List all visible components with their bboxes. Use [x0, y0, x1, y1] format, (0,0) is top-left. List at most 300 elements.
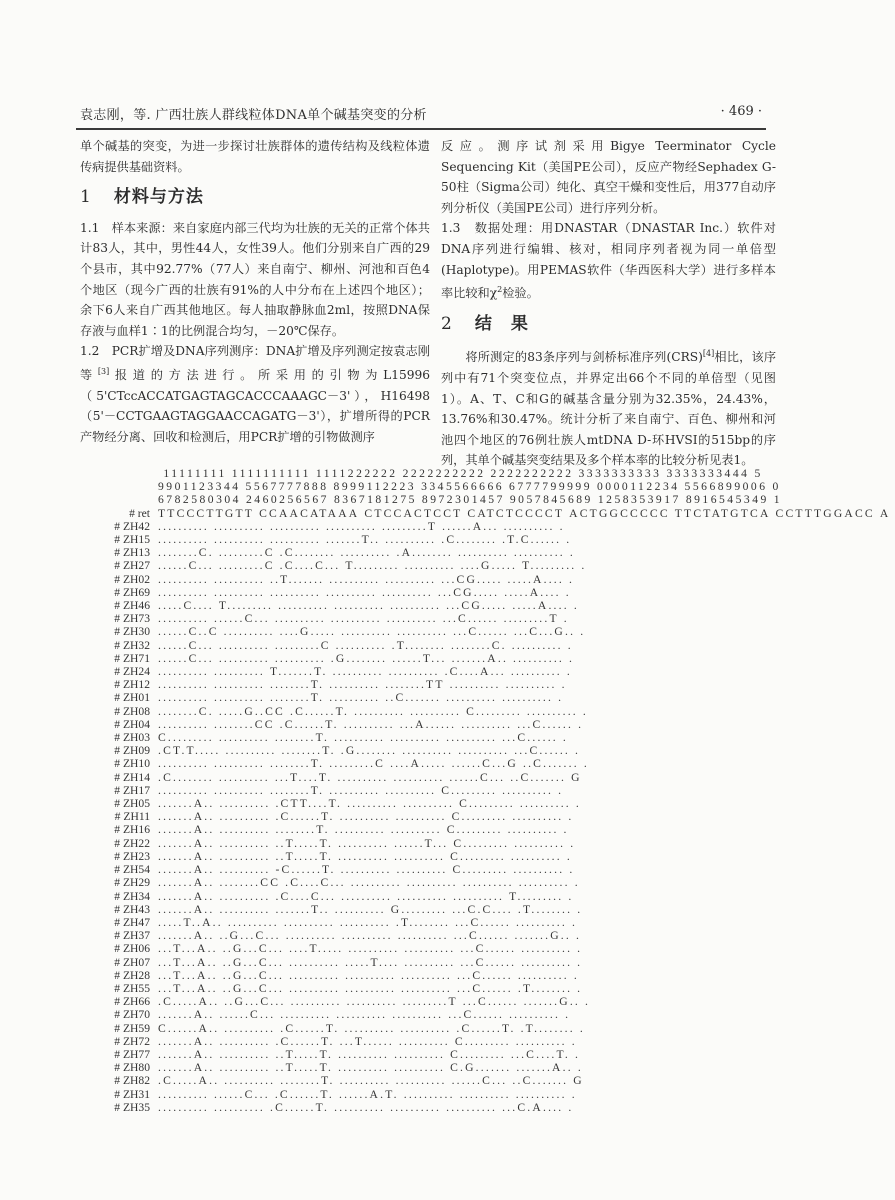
- sequence-block: TTCTATGTCA: [674, 506, 771, 520]
- sequence-block: C.........: [452, 863, 509, 877]
- sequence-block: ..........: [461, 717, 513, 731]
- sequence-block: ......C...: [213, 1087, 270, 1101]
- sequence-row: [88, 784, 895, 797]
- sequence-block: ..........: [406, 876, 458, 890]
- sequence-block: ..........: [392, 1008, 444, 1022]
- sequence-row: [88, 995, 895, 1008]
- sequence-row: [88, 599, 895, 612]
- sequence-block: ...T...A..: [158, 942, 218, 956]
- sequence-block: G: [573, 1074, 584, 1088]
- sequence-block: ........CC: [213, 717, 275, 731]
- sequence-block: ..........: [390, 599, 442, 613]
- sequence-block: .....C....: [158, 599, 214, 613]
- sequence-alignment-figure: [88, 467, 895, 1114]
- sequence-block: .: [558, 691, 564, 705]
- sequence-block: ........TT: [385, 678, 445, 692]
- sequence-block: ..........: [329, 783, 381, 797]
- sequence-block: .........T: [381, 519, 438, 533]
- sequence-block: ..........: [158, 783, 209, 797]
- sequence-row: [88, 837, 895, 850]
- sequence-block: ..........: [397, 889, 449, 903]
- sequence-row: [88, 1101, 895, 1114]
- sequence-block: ..........: [502, 783, 554, 797]
- sequence-row: [88, 757, 895, 770]
- sequence-block: ..........: [347, 797, 399, 811]
- sequence-row: [88, 573, 895, 586]
- sequence-block: ...C.A....: [502, 1100, 564, 1114]
- sequence-block: ..C.......: [510, 770, 567, 784]
- sequence-block: ..........: [513, 651, 565, 665]
- sample-label: # ZH54: [114, 863, 150, 877]
- sequence-block: ..........: [341, 889, 393, 903]
- sequence-block: .........C: [218, 546, 275, 560]
- sequence-block: .: [559, 519, 565, 533]
- sequence-block: ..C.......: [512, 1074, 569, 1088]
- sequence-block: ..........: [158, 572, 209, 586]
- sequence-block: ACTGGCCCCC: [569, 506, 670, 520]
- sample-label: # ZH06: [114, 942, 150, 956]
- sequence-block: ..........: [446, 1100, 498, 1114]
- sequence-block: .T.C......: [502, 533, 562, 547]
- sequence-block: ..........: [158, 691, 209, 705]
- sequence-block: ........T.: [280, 1074, 335, 1088]
- sequence-block: ..........: [458, 744, 510, 758]
- sample-label: # ZH55: [114, 981, 150, 995]
- sequence-block: .C......T.: [274, 1087, 334, 1101]
- sequence-row: [88, 863, 895, 876]
- sequence-block: ..........: [219, 1061, 271, 1075]
- sequence-block: ..........: [269, 585, 321, 599]
- sequence-block: C.........: [453, 836, 510, 850]
- sequence-row: [88, 731, 895, 744]
- sequence-block: .....A....: [512, 599, 569, 613]
- sample-label: # ret: [129, 506, 150, 520]
- position-block: 1258353917: [597, 493, 681, 507]
- chi-square-superscript: 2: [497, 285, 503, 295]
- sequence-block: ..........: [218, 770, 270, 784]
- sequence-block: ..........: [334, 599, 386, 613]
- sequence-block: .......T..: [275, 902, 330, 916]
- sequence-row: [88, 810, 895, 823]
- sequence-block: ..........: [385, 783, 437, 797]
- sample-label: # ZH77: [114, 1047, 150, 1061]
- sequence-block: ..........: [394, 1061, 446, 1075]
- sequence-block: .: [566, 533, 572, 547]
- sequence-block: .......A..: [451, 651, 509, 665]
- row-label: [88, 467, 158, 480]
- sequence-block: ..........: [269, 533, 321, 547]
- sequence-block: ..........: [213, 757, 265, 771]
- sequence-block: ...C......: [455, 915, 511, 929]
- sample-label: # ZH05: [114, 797, 150, 811]
- sequence-block: ..........: [334, 902, 386, 916]
- sequence-block: ..........: [213, 585, 265, 599]
- sequence-block: .......A..: [158, 876, 215, 890]
- sequence-block: ..........: [325, 585, 377, 599]
- sequence-block: .G........: [340, 744, 398, 758]
- sequence-block: .T........: [517, 902, 573, 916]
- sequence-block: ..........: [511, 638, 563, 652]
- sequence-block: ..........: [158, 665, 209, 679]
- sequence-block: ..........: [219, 823, 271, 837]
- sequence-row: [88, 691, 895, 704]
- sequence-block: ..........: [158, 678, 209, 692]
- sequence-block: ..........: [518, 876, 570, 890]
- section-2-heading: [441, 314, 776, 335]
- paragraph-1-3-text-a: 1.3 数据处理：用DNASTAR（DNASTAR Inc.）软件对DNA序列进行编辑、核对，相同序列者视为同一单倍型(Haplotype)。用PEMAS软件（华西医科大学）进行多样本率比较和χ: [441, 221, 776, 301]
- sequence-block: .: [568, 810, 574, 824]
- sequence-block: .......T..: [325, 533, 381, 547]
- sequence-block: .: [570, 836, 576, 850]
- sequence-block: ..........: [325, 519, 377, 533]
- sequence-block: .: [577, 902, 583, 916]
- sequence-block: CCAACATAAA: [259, 506, 360, 520]
- sequence-block: ...T...A..: [158, 981, 218, 995]
- sequence-block: .......A..: [158, 849, 215, 863]
- sequence-block: ..........: [526, 704, 578, 718]
- sequence-block: ..........: [513, 863, 565, 877]
- sequence-block: .: [580, 625, 586, 639]
- sequence-block: ..........: [219, 863, 271, 877]
- sample-label: # ZH70: [114, 1008, 150, 1022]
- position-block: 0000112234: [597, 480, 680, 494]
- sample-label: # ZH07: [114, 955, 150, 969]
- sequence-block: .......A..: [158, 902, 215, 916]
- sequence-block: .......A..: [158, 823, 215, 837]
- sequence-block: .: [566, 849, 572, 863]
- sequence-row: [88, 586, 895, 599]
- position-block: 2460256567: [245, 493, 329, 507]
- sequence-block: ...C......: [448, 1008, 505, 1022]
- sequence-block: ..........: [158, 585, 209, 599]
- position-header-row: [88, 467, 895, 480]
- sequence-row: [88, 639, 895, 652]
- paragraph-1-3: [441, 218, 776, 303]
- sequence-block: CCTTTGGACC: [775, 506, 875, 520]
- results-paragraph: [441, 344, 776, 471]
- sequence-block: .: [577, 942, 583, 956]
- sequence-block: .........C: [218, 559, 275, 573]
- sequence-row: [88, 705, 895, 718]
- sample-label: # ZH29: [114, 876, 150, 890]
- sequence-block: .: [577, 1061, 583, 1075]
- position-block: 5: [754, 467, 763, 480]
- sequence-block: ......C...: [449, 770, 506, 784]
- sequence-block: G: [571, 770, 582, 784]
- sequence-block: .C......T.: [275, 1034, 335, 1048]
- sequence-block: ..........: [513, 546, 565, 560]
- sequence-block: .......A..: [158, 1047, 215, 1061]
- sequence-block: ..G...C...: [222, 942, 285, 956]
- sequence-block: ..T.....T.: [275, 836, 334, 850]
- sequence-block: ..........: [345, 981, 397, 995]
- sequence-block: ..........: [401, 981, 453, 995]
- sequence-block: ..........: [346, 995, 398, 1009]
- sequence-block: ..........: [395, 1074, 447, 1088]
- sample-label: # ZH23: [114, 849, 150, 863]
- sequence-block: ..........: [515, 1034, 567, 1048]
- sequence-block: .........C: [274, 638, 331, 652]
- sequence-block: .: [568, 1100, 574, 1114]
- sequence-block: .....A....: [504, 585, 561, 599]
- sample-label: # ZH10: [114, 757, 150, 771]
- left-column: [80, 136, 430, 447]
- sequence-block: ....G.....: [460, 559, 518, 573]
- sequence-block: ..........: [219, 902, 271, 916]
- sequence-row: [88, 850, 895, 863]
- sample-label: # ZH11: [114, 810, 150, 824]
- sequence-block: ..........: [227, 915, 279, 929]
- sequence-block: ..........: [338, 1061, 390, 1075]
- sequence-block: ......C...: [219, 1008, 276, 1022]
- sample-label: # ZH27: [114, 559, 150, 573]
- sequence-block: ..........: [335, 638, 387, 652]
- sequence-block: ..........: [337, 770, 389, 784]
- sequence-block: ..........: [332, 665, 384, 679]
- sequence-row: [88, 823, 895, 836]
- sample-label: # ZH43: [114, 902, 150, 916]
- sequence-block: ..........: [219, 889, 271, 903]
- sequence-block: ..........: [403, 1087, 455, 1101]
- sequence-block: ..G...C...: [219, 929, 281, 943]
- sequence-block: .......A..: [158, 836, 215, 850]
- sequence-row: [88, 797, 895, 810]
- sequence-block: .: [571, 1087, 577, 1101]
- sequence-block: .......A..: [158, 1034, 215, 1048]
- sequence-block: ........T.: [269, 691, 325, 705]
- sequence-block: ...C......: [502, 731, 558, 745]
- sequence-block: ..........: [224, 1021, 276, 1035]
- sequence-block: ..........: [341, 625, 393, 639]
- sequence-block: ........C.: [450, 638, 507, 652]
- running-title: 袁志刚，等. 广西壮族人群线粒体DNA单个碱基突变的分析: [80, 108, 427, 123]
- sequence-block: ........T.: [281, 744, 336, 758]
- sequence-block: ..........: [223, 625, 275, 639]
- sample-label: # ZH24: [114, 665, 150, 679]
- sequence-block: ..........: [339, 1074, 391, 1088]
- sequence-row: [88, 1035, 895, 1048]
- sample-label: # ZH82: [114, 1074, 150, 1088]
- sequence-block: ..........: [505, 678, 557, 692]
- sequence-block: ..........: [219, 849, 271, 863]
- position-block: 9901123344: [158, 480, 241, 494]
- sample-label: # ZH37: [114, 929, 150, 943]
- sequence-row: [88, 612, 895, 625]
- sample-label: # ZH42: [114, 519, 150, 533]
- position-header-row: [88, 493, 895, 506]
- sequence-block: ..........: [410, 704, 462, 718]
- sample-label: # ZH16: [114, 823, 150, 837]
- sequence-block: ...T...A..: [158, 955, 218, 969]
- sequence-block: ..........: [285, 929, 337, 943]
- sequence-block: .........T: [402, 995, 458, 1009]
- position-block: 2222222222: [490, 467, 574, 480]
- sequence-block: ..........: [457, 546, 509, 560]
- sequence-block: ...C......: [462, 995, 519, 1009]
- sequence-block: .: [577, 955, 583, 969]
- sequence-block: ..........: [449, 678, 501, 692]
- sequence-block: ..G...C...: [222, 968, 285, 982]
- sequence-block: ........CC: [219, 876, 281, 890]
- sequence-block: A: [879, 506, 891, 520]
- sequence-block: ..........: [225, 744, 277, 758]
- sequence-block: ..........: [289, 955, 341, 969]
- sequence-block: ..........: [404, 955, 456, 969]
- sequence-block: ..........: [213, 1100, 265, 1114]
- sequence-row: [88, 652, 895, 665]
- sequence-block: .C......T.: [280, 1021, 340, 1035]
- sequence-block: ..........: [219, 797, 271, 811]
- sequence-block: ..T.......: [269, 572, 325, 586]
- sample-label: # ZH71: [114, 651, 150, 665]
- position-block: 8916545349: [685, 493, 769, 507]
- position-block: 1: [773, 493, 783, 507]
- sequence-block: .: [576, 929, 582, 943]
- sequence-block: ..........: [340, 863, 392, 877]
- sample-label: # ZH31: [114, 1087, 150, 1101]
- sequence-block: ..........: [158, 1087, 209, 1101]
- sequence-block: .C........: [158, 770, 214, 784]
- sequence-block: ...C....T.: [510, 1047, 571, 1061]
- sequence-block: ...C......: [442, 612, 499, 626]
- sample-label: # ZH46: [114, 599, 150, 613]
- sequence-block: .C......T.: [456, 1021, 516, 1035]
- position-block: 3333333333: [578, 467, 662, 480]
- sequence-block: .........T: [503, 612, 559, 626]
- sequence-block: ..........: [219, 810, 271, 824]
- sequence-block: .......G..: [514, 929, 572, 943]
- sequence-block: ...C......: [457, 968, 513, 982]
- position-block: 3333333444: [666, 467, 750, 480]
- sample-label: # ZH32: [114, 638, 150, 652]
- paragraph-1-2-continued: 反应。测序试剂采用Bigye Teerminator Cycle Sequencing Kit（美国PE公司），反应产物经Sephadex G-50柱（Sigma公司）纯化、真空干燥和变性后，用377自动序列分析仪（美国PE公司）进行序列分析。: [441, 139, 776, 215]
- sequence-row: [88, 890, 895, 903]
- sequence-row: [88, 559, 895, 572]
- results-text-a: 将所测定的83条序列与剑桥标准序列(CRS): [465, 350, 703, 365]
- position-block: 8999112223: [333, 480, 417, 494]
- sequence-block: ..........: [158, 757, 209, 771]
- sequence-block: CATCTCCCCT: [467, 506, 565, 520]
- sequence-block: .: [558, 783, 564, 797]
- sequence-block: ..........: [218, 651, 270, 665]
- sequence-block: ..........: [514, 836, 566, 850]
- sequence-block: ..........: [503, 519, 555, 533]
- position-block: 1111111111: [231, 467, 311, 480]
- sequence-block: ...CG.....: [446, 599, 508, 613]
- sequence-block: ..........: [385, 572, 437, 586]
- sample-label: # ZH69: [114, 585, 150, 599]
- sequence-block: .: [585, 995, 591, 1009]
- sequence-block: ..........: [390, 731, 442, 745]
- sequence-row: [88, 678, 895, 691]
- sequence-block: ..........: [274, 651, 326, 665]
- position-block: 2222222222: [402, 467, 486, 480]
- sequence-block: .A........: [396, 546, 453, 560]
- sequence-row: [88, 520, 895, 533]
- sequence-row: [88, 546, 895, 559]
- sample-label: # ZH01: [114, 691, 150, 705]
- sequence-block: .G........: [330, 651, 388, 665]
- sequence-block: CTCCACTCCT: [364, 506, 463, 520]
- sequence-block: ..........: [289, 981, 341, 995]
- sequence-block: .: [577, 981, 583, 995]
- sequence-block: ...A......: [399, 717, 457, 731]
- sequence-block: ..........: [338, 1047, 390, 1061]
- sequence-block: .: [575, 744, 581, 758]
- sequence-block: ..........: [219, 836, 271, 850]
- sequence-block: C.........: [446, 823, 503, 837]
- sequence-block: .: [568, 889, 574, 903]
- sequence-row: [88, 533, 895, 546]
- sequence-block: C.........: [441, 783, 498, 797]
- sample-label: # ZH03: [114, 731, 150, 745]
- sequence-block: .: [574, 876, 580, 890]
- sequence-block: ..........: [404, 942, 456, 956]
- sequence-block: .: [563, 823, 569, 837]
- sequence-block: C.G.......: [450, 1061, 512, 1075]
- citation-4: [4]: [702, 349, 715, 359]
- sequence-block: ..T.....T.: [275, 849, 334, 863]
- sequence-block: C......A..: [158, 1021, 220, 1035]
- sequence-block: ....G.....: [279, 625, 337, 639]
- position-block: 8972301457: [421, 493, 505, 507]
- sequence-block: ..........: [343, 717, 395, 731]
- sequence-block: T.......T.: [269, 665, 328, 679]
- sequence-row: [88, 929, 895, 942]
- sequence-block: ..........: [158, 519, 209, 533]
- sequence-block: ..........: [280, 1008, 332, 1022]
- sequence-block: ..........: [274, 612, 326, 626]
- sequence-block: ......A.T.: [338, 1087, 399, 1101]
- position-block: 6777799999: [509, 480, 592, 494]
- sequence-block: .C......T.: [289, 704, 350, 718]
- sequence-row: [88, 942, 895, 955]
- sequence-block: ..........: [502, 691, 554, 705]
- sequence-block: ..........: [218, 731, 270, 745]
- sequence-block: .: [563, 612, 569, 626]
- sequence-block: ..........: [348, 942, 400, 956]
- sequence-block: ..........: [397, 625, 449, 639]
- sequence-block: .........C: [329, 757, 386, 771]
- sequence-block: .......A..: [158, 1008, 215, 1022]
- sequence-block: ..........: [218, 638, 270, 652]
- sequence-block: ..........: [158, 612, 209, 626]
- sequence-block: ..........: [398, 1034, 450, 1048]
- sequence-block: .: [561, 678, 567, 692]
- sequence-block: C.........: [454, 1034, 511, 1048]
- sequence-block: ..........: [338, 836, 390, 850]
- sequence-row: [88, 1022, 895, 1035]
- sequence-block: ..........: [397, 929, 449, 943]
- sequence-row: [88, 507, 895, 520]
- sequence-block: ..C.......: [385, 691, 442, 705]
- sequence-block: .....T..A..: [158, 915, 223, 929]
- sequence-block: .......A..: [516, 1061, 573, 1075]
- sequence-block: ..........: [510, 849, 562, 863]
- sequence-block: ..........: [341, 929, 393, 943]
- sequence-block: .: [569, 546, 576, 560]
- sequence-block: ....T.....: [289, 942, 344, 956]
- sequence-row: [88, 969, 895, 982]
- position-block: 1111222222: [315, 467, 398, 480]
- sequence-block: ...CG.....: [441, 572, 503, 586]
- sequence-block: .C....C...: [275, 889, 337, 903]
- row-label: [88, 493, 158, 506]
- sequence-block: .C....A...: [444, 665, 506, 679]
- sequence-block: .: [565, 585, 571, 599]
- sequence-block: ..........: [390, 1100, 442, 1114]
- sample-label: # ZH35: [114, 1100, 150, 1114]
